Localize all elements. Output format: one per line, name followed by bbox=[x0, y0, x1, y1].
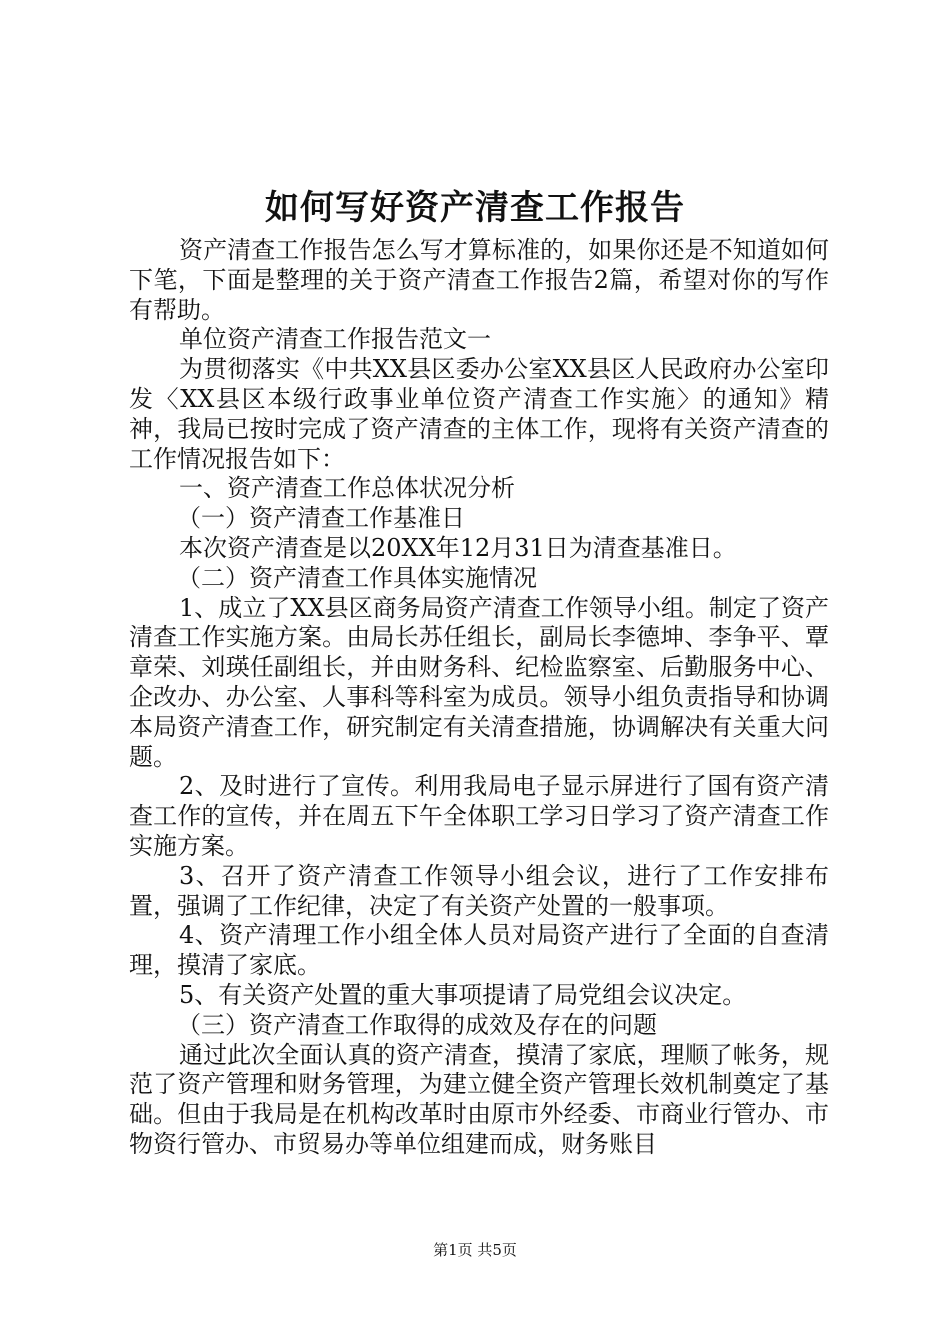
paragraph-item-3: 3、召开了资产清查工作领导小组会议，进行了工作安排布置，强调了工作纪律，决定了有关资产处置的一般事项。 bbox=[129, 861, 829, 920]
paragraph-subheading-3: （三）资产清查工作取得的成效及存在的问题 bbox=[177, 1010, 657, 1039]
paragraph-subheading-2: （二）资产清查工作具体实施情况 bbox=[177, 563, 537, 592]
paragraph-intro: 资产清查工作报告怎么写才算标准的，如果你还是不知道如何下笔，下面是整理的关于资产清查工作报告2篇，希望对你的写作有帮助。 bbox=[129, 236, 829, 324]
paragraph-item-4: 4、资产清理工作小组全体人员对局资产进行了全面的自查清理，摸清了家底。 bbox=[129, 921, 829, 980]
paragraph-item-1: 1、成立了XX县区商务局资产清查工作领导小组。制定了资产清查工作实施方案。由局长苏任组长，副局长李德坤、李争平、覃章荣、刘瑛任副组长，并由财务科、纪检监察室、后勤服务中心、企改办、办公室、人事科等科室为成员。领导小组负责指导和协调本局资产清查工作，研究制定有关清查措施，协调解决有关重大问题。 bbox=[129, 593, 829, 771]
paragraph-heading-1: 一、资产清查工作总体状况分析 bbox=[179, 474, 515, 503]
paragraph-subheading-1: （一）资产清查工作基准日 bbox=[177, 504, 465, 533]
paragraph-results: 通过此次全面认真的资产清查，摸清了家底，理顺了帐务，规范了资产管理和财务管理，为建立健全资产管理长效机制奠定了基础。但由于我局是在机构改革时由原市外经委、市商业行管办、市物资行管办、市贸易办等单位组建而成，财务账目 bbox=[129, 1040, 829, 1158]
paragraph-item-5: 5、有关资产处置的重大事项提请了局党组会议决定。 bbox=[179, 980, 747, 1009]
document-title: 如何写好资产清查工作报告 bbox=[265, 188, 685, 228]
page-footer: 第1页 共5页 bbox=[433, 1241, 517, 1259]
paragraph-purpose: 为贯彻落实《中共XX县区委办公室XX县区人民政府办公室印发〈XX县区本级行政事业单位资产清查工作实施〉的通知》精神，我局已按时完成了资产清查的主体工作，现将有关资产清查的工作情况报告如下： bbox=[129, 355, 829, 473]
document-body bbox=[129, 236, 829, 1160]
paragraph-item-2: 2、及时进行了宣传。利用我局电子显示屏进行了国有资产清查工作的宣传，并在周五下午全体职工学习日学习了资产清查工作实施方案。 bbox=[129, 772, 829, 860]
paragraph-section-heading: 单位资产清查工作报告范文一 bbox=[179, 325, 491, 354]
paragraph-base-date: 本次资产清查是以20XX年12月31日为清查基准日。 bbox=[179, 533, 737, 562]
